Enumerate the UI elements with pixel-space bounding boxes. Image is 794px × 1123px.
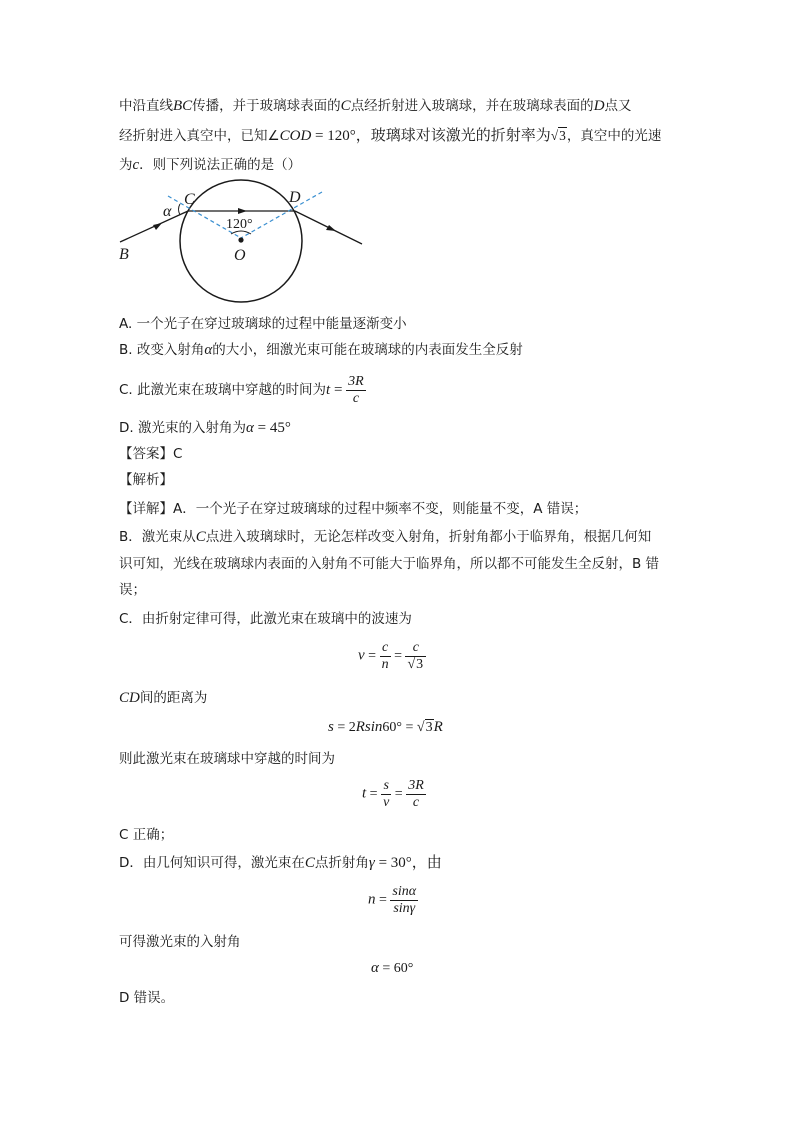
equation-refraction: n = $\frac{\sin\alpha}{\sin\gamma}$ (368, 884, 417, 916)
option-b: B. 改变入射角α的大小，细激光束可能在玻璃球的内表面发生全反射 (119, 342, 523, 358)
glass-sphere-diagram (110, 178, 370, 308)
normal-line-d (241, 192, 322, 238)
question-line-2: 经折射进入真空中，已知∠COD = 120°，玻璃球对该激光的折射率为√3，真空中的光速 (119, 128, 662, 144)
label-angle: 120° (226, 217, 253, 232)
detail-line-4: 误； (119, 582, 146, 598)
label-d: D (289, 189, 301, 206)
detail-line-8: C 正确； (119, 827, 174, 843)
label-b: B (119, 246, 129, 263)
equation-velocity: v = $\frac{c}{n}$ = $\frac{c}{√3}$ (358, 640, 426, 673)
equation-incidence: α = 60° (371, 960, 414, 976)
incident-arrow (153, 223, 162, 230)
detail-line-3: 识可知，光线在玻璃球内表面的入射角不可能大于临界角，所以都不可能发生全反射，B 错 (119, 556, 660, 572)
time-fraction: $\frac{3R}{c}$ (348, 373, 364, 406)
option-d: D. 激光束的入射角为α = 45° (119, 420, 291, 436)
label-c: C (184, 191, 195, 208)
analysis-label: 【解析】 (119, 472, 173, 488)
question-line-1: 中沿直线BC传播，并于玻璃球表面的C点经折射进入玻璃球，并在玻璃球表面的D点又 (119, 98, 632, 114)
refracted-arrow (238, 208, 247, 214)
detail-line-5: C．由折射定律可得，此激光束在玻璃中的波速为 (119, 611, 412, 627)
option-c: C. 此激光束在玻璃中穿越的时间为t = $\frac{3R}{c}$ (119, 373, 364, 406)
angle-arc-alpha (179, 204, 181, 215)
sqrt-3: √3 (550, 128, 566, 143)
detail-line-9: D．由几何知识可得，激光束在C点折射角γ = 30°，由 (119, 855, 442, 871)
detail-line-6: CD间的距离为 (119, 690, 208, 706)
detail-line-10: 可得激光束的入射角 (119, 934, 241, 950)
question-line-3: 为c．则下列说法正确的是（） (119, 157, 302, 173)
equation-distance: s = 2Rsin60° = √3R (328, 719, 443, 735)
label-alpha: α (163, 203, 172, 220)
equation-time: t = $\frac{s}{v}$ = $\frac{3R}{c}$ (362, 778, 424, 810)
center-point (238, 237, 243, 242)
detail-line-11: D 错误。 (119, 990, 175, 1006)
option-a: A. 一个光子在穿过玻璃球的过程中能量逐渐变小 (119, 316, 407, 332)
label-o: O (234, 247, 246, 264)
answer-label: 【答案】C (119, 446, 183, 462)
emergent-arrow (326, 225, 336, 231)
detail-line-7: 则此激光束在玻璃球中穿越的时间为 (119, 751, 335, 767)
detail-line-1: 【详解】A．一个光子在穿过玻璃球的过程中频率不变，则能量不变，A 错误； (119, 501, 588, 517)
detail-line-2: B．激光束从C点进入玻璃球时，无论怎样改变入射角，折射角都小于临界角，根据几何知 (119, 529, 652, 545)
